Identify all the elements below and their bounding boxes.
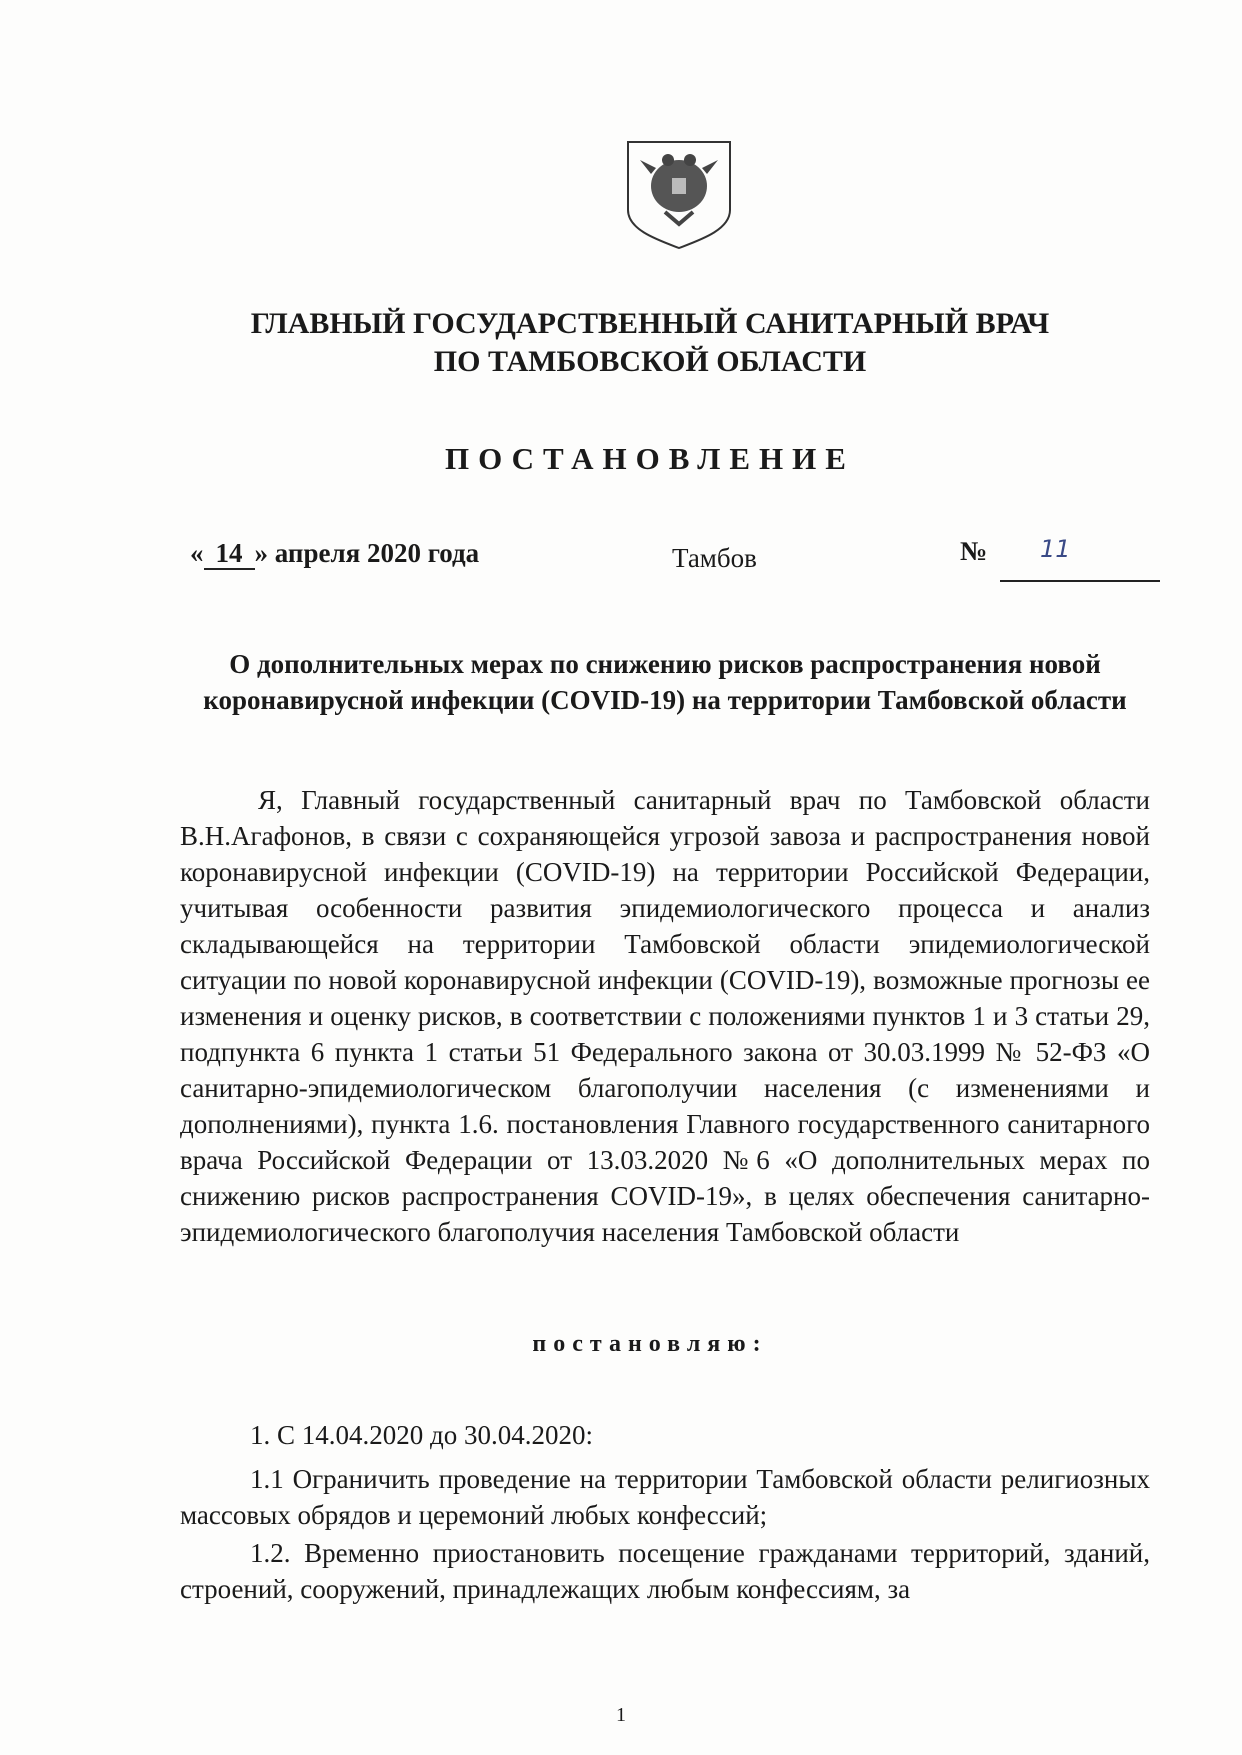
list-item: 1.1 Ограничить проведение на территории Тамбовской области религиозных массовых обрядов и церемоний любых конфессий; <box>180 1464 1150 1530</box>
date-close-quote: » <box>254 538 268 568</box>
date-month-year: апреля 2020 года <box>274 538 480 568</box>
authority-line-2: ПО ТАМБОВСКОЙ ОБЛАСТИ <box>433 345 867 378</box>
authority-line-1: ГЛАВНЫЙ ГОСУДАРСТВЕННЫЙ САНИТАРНЫЙ ВРАЧ <box>250 307 1050 340</box>
coat-of-arms-russia-icon <box>620 138 738 250</box>
document-subject: О дополнительных мерах по снижению рисков распространения новой коронавирусной инфекции (COVID-19) на территории Тамбовской области <box>203 649 1127 715</box>
list-item: 1. С 14.04.2020 до 30.04.2020: <box>250 1420 593 1450</box>
resolves-heading: постановляю: <box>532 1331 768 1357</box>
preamble-paragraph: Я, Главный государственный санитарный врач по Тамбовской области В.Н.Агафонов, в связи с сохраняющейся угрозой завоза и распространения новой коронавирусной инфекции (COVID-19) на территории Российской Федерации, учитывая особенности развития эпидемиологического процесса и анализ складывающейся на территории Тамбовской области эпидемиологической ситуации по новой коронавирусной инфекции (COVID-19), возможные прогнозы ее изменения и оценку рисков, в соответствии с положениями пунктов 1 и 3 статьи 29, подпункта 6 пункта 1 статьи 51 Федерального закона от 30.03.1999 № 52-ФЗ «О санитарно-эпидемиологическом благополучии населения (с изменениями и дополнениями), пункта 1.6. постановления Главного государственного санитарного врача Российской Федерации от 13.03.2020 №6 «О дополнительных мерах по снижению рисков распространения COVID-19», в целях обеспечения санитарно-эпидемиологического благополучия населения Тамбовской области <box>180 785 1150 1247</box>
page-number: 1 <box>616 1704 626 1726</box>
document-number-value: 11 <box>1000 532 1160 582</box>
document-number-label: № <box>960 536 988 566</box>
list-item: 1.2. Временно приостановить посещение гражданами территорий, зданий, строений, сооружений, принадлежащих любым конфессиям, за <box>180 1538 1150 1604</box>
date-open-quote: « <box>190 538 204 568</box>
document-city: Тамбов <box>672 543 757 573</box>
date-day: 14 <box>204 538 255 570</box>
document-date <box>190 538 479 570</box>
document-type: ПОСТАНОВЛЕНИЕ <box>445 441 855 476</box>
issuing-authority <box>150 305 1150 381</box>
